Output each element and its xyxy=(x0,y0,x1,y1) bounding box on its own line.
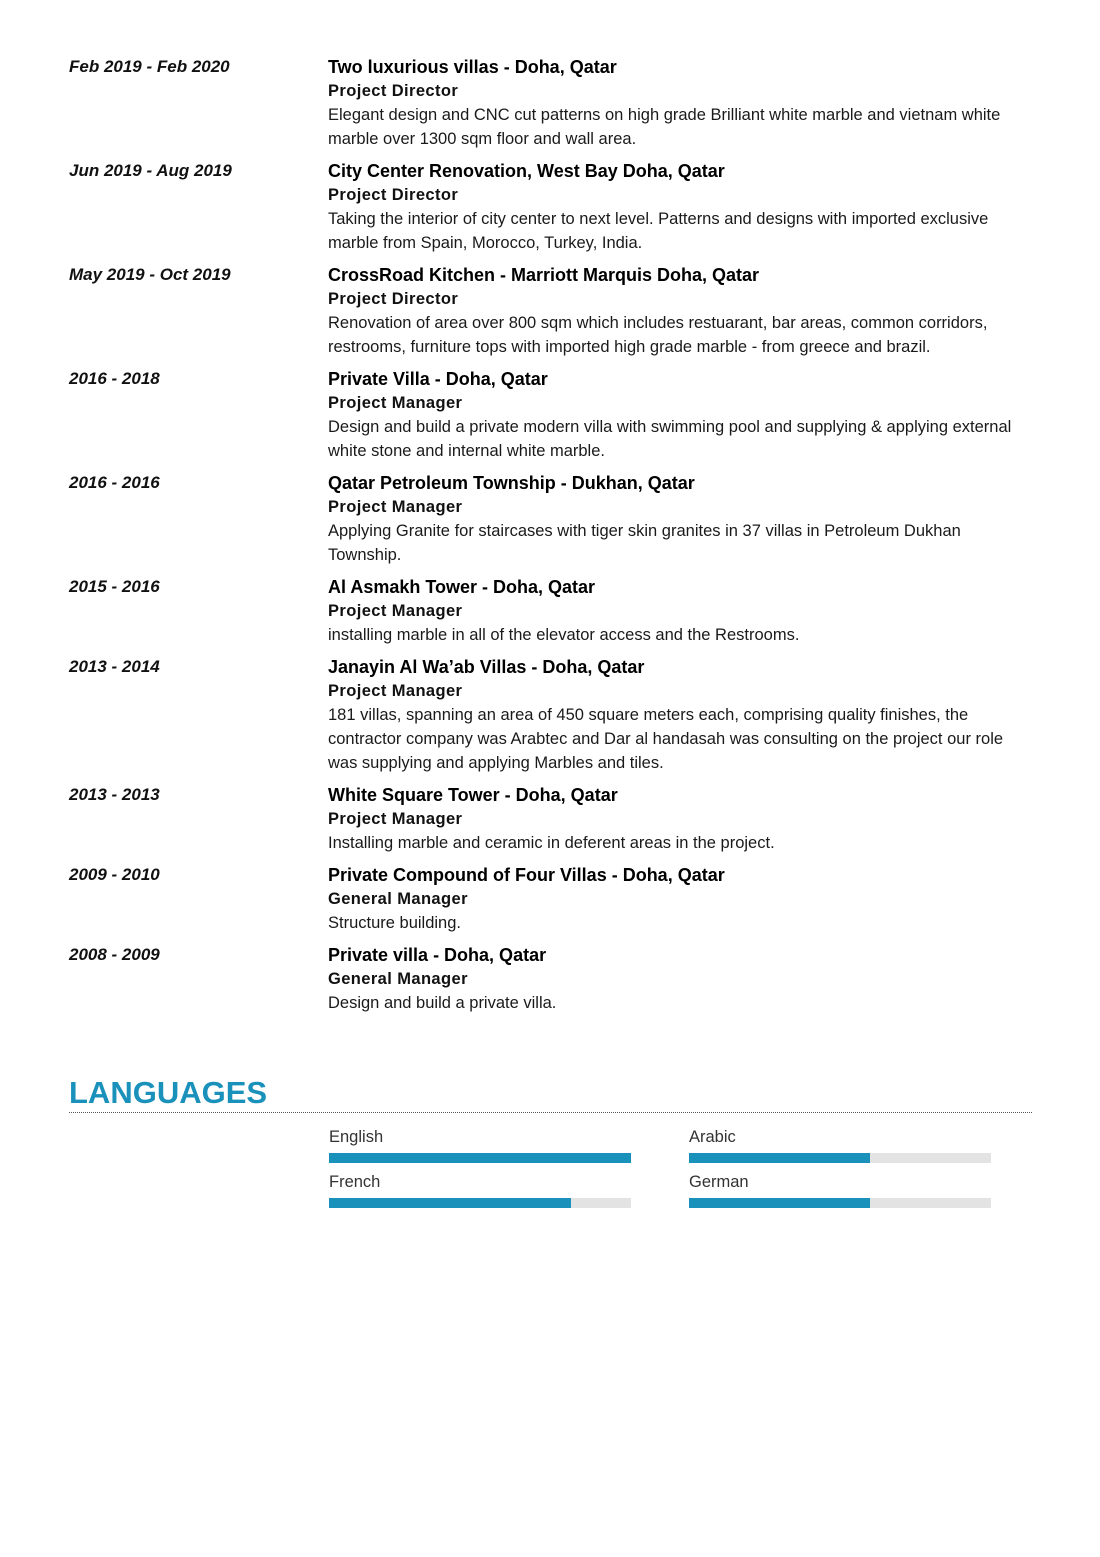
experience-entry xyxy=(69,367,1031,463)
entry-title: Two luxurious villas - Doha, Qatar xyxy=(328,57,617,77)
experience-entry xyxy=(69,655,1031,775)
language-item xyxy=(329,1125,631,1163)
entry-date: 2013 - 2013 xyxy=(69,785,160,804)
language-level-track xyxy=(329,1153,631,1163)
languages-heading: LANGUAGES xyxy=(69,1075,268,1110)
entry-role: Project Manager xyxy=(328,602,463,620)
entry-role: General Manager xyxy=(328,890,468,908)
entry-description: 181 villas, spanning an area of 450 square meters each, comprising quality finishes, the contractor company was Arabtec and Dar al handasah was consulting on the project our role was supplying and applying Marbles and tiles. xyxy=(328,706,1004,772)
entry-role: Project Director xyxy=(328,82,459,100)
entry-role: Project Manager xyxy=(328,498,463,516)
entry-description: Design and build a private villa. xyxy=(328,994,557,1012)
language-name: English xyxy=(329,1128,384,1146)
entry-content xyxy=(328,471,1031,567)
entry-date: May 2019 - Oct 2019 xyxy=(69,265,231,284)
entry-date: Jun 2019 - Aug 2019 xyxy=(69,161,232,180)
entry-role: Project Manager xyxy=(328,682,463,700)
entry-description: Elegant design and CNC cut patterns on high grade Brilliant white marble and vietnam white marble over 1300 sqm floor and wall area. xyxy=(328,106,1001,148)
entry-description: Renovation of area over 800 sqm which includes restuarant, bar areas, common corridors, restrooms, furniture tops with imported high grade marble - from greece and brazil. xyxy=(328,314,988,356)
language-item xyxy=(689,1125,991,1163)
language-level-fill xyxy=(689,1198,870,1208)
entry-title: Private Compound of Four Villas - Doha, Qatar xyxy=(328,865,725,885)
entry-title: Janayin Al Wa’ab Villas - Doha, Qatar xyxy=(328,657,645,677)
entry-date: 2013 - 2014 xyxy=(69,657,160,676)
entry-description: installing marble in all of the elevator access and the Restrooms. xyxy=(328,626,800,644)
entry-content xyxy=(328,55,1031,151)
language-name: German xyxy=(689,1173,749,1191)
entry-date: 2009 - 2010 xyxy=(69,865,160,884)
entry-title: City Center Renovation, West Bay Doha, Qatar xyxy=(328,161,725,181)
entry-description: Applying Granite for staircases with tiger skin granites in 37 villas in Petroleum Dukhan Township. xyxy=(328,522,961,564)
language-name: Arabic xyxy=(689,1128,736,1146)
experience-entry xyxy=(69,471,1031,567)
entry-title: Private villa - Doha, Qatar xyxy=(328,945,547,965)
language-item xyxy=(329,1170,631,1208)
experience-entry xyxy=(69,863,1031,935)
entry-content xyxy=(328,263,1031,359)
entry-description: Design and build a private modern villa with swimming pool and supplying & applying external white stone and internal white marble. xyxy=(328,418,1012,460)
entry-date: Feb 2019 - Feb 2020 xyxy=(69,57,230,76)
entry-content xyxy=(328,863,1031,935)
experience-entry xyxy=(69,263,1031,359)
entry-title: White Square Tower - Doha, Qatar xyxy=(328,785,618,805)
language-level-fill xyxy=(329,1153,631,1163)
entry-description: Taking the interior of city center to next level. Patterns and designs with imported exclusive marble from Spain, Morocco, Turkey, India. xyxy=(328,210,989,252)
entry-role: Project Director xyxy=(328,186,459,204)
experience-entry xyxy=(69,783,1031,855)
entry-content xyxy=(328,655,1031,775)
experience-entry xyxy=(69,943,1031,1015)
entry-role: Project Manager xyxy=(328,394,463,412)
language-level-track xyxy=(689,1198,991,1208)
entry-date: 2016 - 2018 xyxy=(69,369,160,388)
entry-date: 2015 - 2016 xyxy=(69,577,160,596)
language-name: French xyxy=(329,1173,381,1191)
entry-content xyxy=(328,943,1031,1015)
entry-content xyxy=(328,367,1031,463)
language-level-track xyxy=(329,1198,631,1208)
entry-date: 2016 - 2016 xyxy=(69,473,160,492)
language-level-track xyxy=(689,1153,991,1163)
experience-list xyxy=(69,55,1031,1023)
language-level-fill xyxy=(689,1153,870,1163)
experience-entry xyxy=(69,575,1031,647)
entry-role: Project Director xyxy=(328,290,459,308)
experience-entry xyxy=(69,55,1031,151)
entry-date: 2008 - 2009 xyxy=(69,945,160,964)
experience-entry xyxy=(69,159,1031,255)
entry-title: CrossRoad Kitchen - Marriott Marquis Doha, Qatar xyxy=(328,265,760,285)
language-item xyxy=(689,1170,991,1208)
language-level-fill xyxy=(329,1198,571,1208)
entry-role: Project Manager xyxy=(328,810,463,828)
languages-section xyxy=(69,1073,1032,1113)
entry-content xyxy=(328,159,1031,255)
entry-content xyxy=(328,575,1031,647)
entry-description: Installing marble and ceramic in deferent areas in the project. xyxy=(328,834,775,852)
entry-title: Private Villa - Doha, Qatar xyxy=(328,369,548,389)
entry-title: Qatar Petroleum Township - Dukhan, Qatar xyxy=(328,473,695,493)
entry-description: Structure building. xyxy=(328,914,461,932)
entry-role: General Manager xyxy=(328,970,468,988)
entry-title: Al Asmakh Tower - Doha, Qatar xyxy=(328,577,596,597)
entry-content xyxy=(328,783,1031,855)
